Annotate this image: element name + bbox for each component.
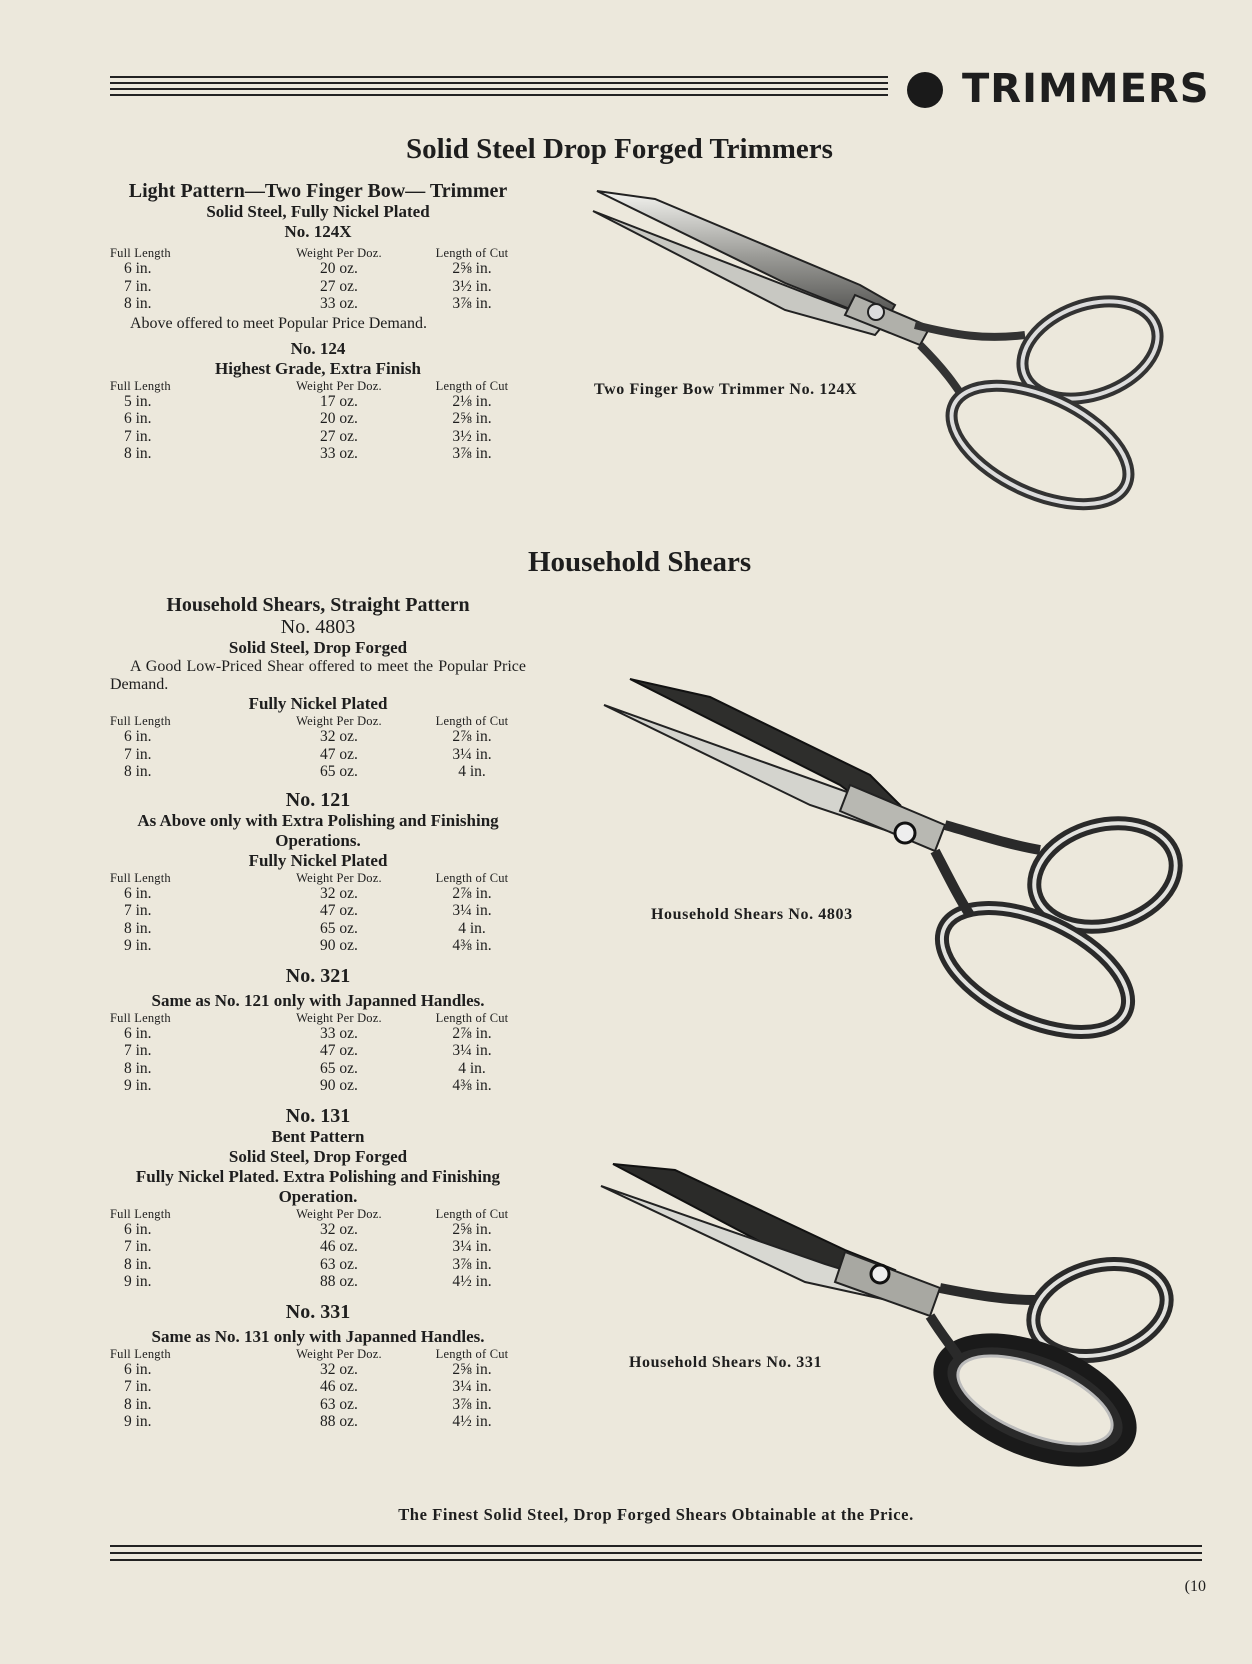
table-cell: 32 oz. [320, 1220, 358, 1238]
page-number: (10 [1184, 1578, 1206, 1595]
spec-table [110, 379, 526, 463]
table-header [110, 1011, 526, 1025]
no4803-sub: Solid Steel, Drop Forged [228, 638, 408, 657]
table-cell: 3½ in. [452, 277, 492, 295]
column-header: Full Length [110, 1206, 171, 1221]
table-cell: 8 in. [124, 295, 152, 312]
table-cell: 47 oz. [320, 745, 358, 763]
table-row [110, 1077, 526, 1095]
table-cell: 32 oz. [320, 1360, 358, 1378]
trimmers-column [110, 180, 526, 463]
no124-number: No. 124 [290, 338, 346, 358]
column-header: Length of Cut [435, 1010, 509, 1025]
column-header: Weight Per Doz. [296, 1010, 382, 1025]
spec-table [110, 246, 526, 313]
table-row [110, 393, 526, 411]
table-cell: 2⅞ in. [452, 884, 492, 902]
spec-table [110, 1011, 526, 1095]
table-cell: 9 in. [124, 1413, 152, 1430]
shears-4803-illustration [600, 675, 1210, 1050]
table-header [110, 871, 526, 885]
column-header: Full Length [110, 1010, 171, 1025]
trimmer-illustration [585, 185, 1205, 525]
table-cell: 6 in. [124, 1360, 152, 1378]
table-cell: 4⅜ in. [452, 1077, 492, 1094]
table-cell: 7 in. [124, 1042, 152, 1059]
column-header: Weight Per Doz. [296, 714, 382, 728]
table-cell: 3¼ in. [452, 902, 492, 919]
table-cell: 65 oz. [320, 1059, 358, 1077]
table-cell: 33 oz. [320, 445, 358, 462]
table-cell: 3¼ in. [452, 1238, 492, 1255]
table-cell: 46 oz. [320, 1378, 358, 1395]
shears-331-illustration [595, 1160, 1210, 1490]
table-cell: 3¼ in. [452, 745, 492, 763]
bullet-icon [907, 72, 943, 108]
table-cell: 32 oz. [320, 728, 358, 745]
table-row [110, 746, 526, 764]
column-header: Weight Per Doz. [296, 870, 382, 885]
table-cell: 3¼ in. [452, 1378, 492, 1395]
table-row [110, 1042, 526, 1060]
table-cell: 7 in. [124, 745, 152, 763]
column-header: Length of Cut [435, 246, 509, 260]
column-header: Full Length [110, 714, 171, 728]
table-cell: 6 in. [124, 1220, 152, 1238]
table-row [110, 920, 526, 938]
column-header: Weight Per Doz. [296, 246, 382, 260]
table-row [110, 1060, 526, 1078]
table-cell: 7 in. [124, 1378, 152, 1395]
table-header [110, 1347, 526, 1361]
table-cell: 8 in. [124, 919, 152, 937]
spec-table [110, 714, 526, 781]
table-cell: 4 in. [458, 763, 486, 780]
column-header: Weight Per Doz. [296, 378, 382, 393]
no331-number: No. 331 [285, 1300, 351, 1323]
table-cell: 2⅞ in. [452, 728, 492, 745]
no131-note: Fully Nickel Plated. Extra Polishing and Finishing Operation. [135, 1166, 501, 1206]
table-cell: 4 in. [458, 919, 486, 937]
spec-table [110, 1347, 526, 1431]
table-row [110, 902, 526, 920]
light-pattern-title: Light Pattern—Two Finger Bow— Trimmer [128, 180, 508, 202]
no131-sub1: Bent Pattern [271, 1126, 365, 1146]
table-cell: 2⅞ in. [452, 1024, 492, 1042]
table-cell: 88 oz. [320, 1413, 358, 1430]
table-row [110, 1238, 526, 1256]
no131-number: No. 131 [285, 1104, 351, 1127]
no4803-note: A Good Low-Priced Shear offered to meet the Popular Price Demand. [110, 658, 526, 693]
table-cell: 63 oz. [320, 1395, 358, 1413]
shears-column [110, 594, 526, 1431]
table-row [110, 278, 526, 296]
table-cell: 4⅜ in. [452, 937, 492, 954]
table-cell: 3½ in. [452, 427, 492, 445]
table-cell: 6 in. [124, 260, 152, 277]
table-row [110, 1273, 526, 1291]
table-cell: 6 in. [124, 728, 152, 745]
table-cell: 3⅞ in. [452, 1395, 492, 1413]
no321-note: Same as No. 121 only with Japanned Handles. [151, 990, 485, 1010]
table-cell: 88 oz. [320, 1273, 358, 1290]
table-cell: 2⅝ in. [452, 260, 492, 277]
table-row [110, 728, 526, 746]
table-row [110, 763, 526, 781]
trimmers-heading: Solid Steel Drop Forged Trimmers [406, 133, 833, 165]
column-header: Length of Cut [435, 870, 509, 885]
light-pattern-number: No. 124X [284, 222, 352, 241]
table-cell: 8 in. [124, 1395, 152, 1413]
table-cell: 8 in. [124, 1255, 152, 1273]
table-row [110, 937, 526, 955]
table-cell: 27 oz. [320, 427, 358, 445]
shears-331-caption: Household Shears No. 331 [629, 1354, 823, 1371]
no331-note: Same as No. 131 only with Japanned Handles. [151, 1326, 485, 1346]
no131-sub2: Solid Steel, Drop Forged [228, 1146, 408, 1166]
table-row [110, 410, 526, 428]
table-cell: 32 oz. [320, 884, 358, 902]
no121-finish: Fully Nickel Plated [248, 850, 388, 870]
column-header: Full Length [110, 378, 171, 393]
table-cell: 3¼ in. [452, 1042, 492, 1059]
table-cell: 4 in. [458, 1059, 486, 1077]
table-cell: 47 oz. [320, 1042, 358, 1059]
table-cell: 9 in. [124, 937, 152, 954]
column-header: Length of Cut [435, 714, 509, 728]
table-cell: 65 oz. [320, 763, 358, 780]
table-cell: 6 in. [124, 884, 152, 902]
no121-number: No. 121 [285, 788, 351, 811]
note: Above offered to meet Popular Price Demand. [130, 314, 427, 332]
table-cell: 2⅝ in. [452, 1220, 492, 1238]
table-cell: 7 in. [124, 902, 152, 919]
table-header [110, 246, 526, 260]
footer-rule [110, 1545, 1202, 1571]
table-cell: 6 in. [124, 1024, 152, 1042]
column-header: Full Length [110, 870, 171, 885]
no4803-number: No. 4803 [280, 616, 356, 638]
table-row [110, 295, 526, 313]
table-header [110, 1207, 526, 1221]
table-cell: 47 oz. [320, 902, 358, 919]
table-row [110, 1256, 526, 1274]
table-cell: 7 in. [124, 277, 152, 295]
table-row [110, 1025, 526, 1043]
table-cell: 2⅝ in. [452, 410, 492, 427]
table-row [110, 445, 526, 463]
table-cell: 27 oz. [320, 277, 358, 295]
table-cell: 20 oz. [320, 260, 358, 277]
table-cell: 6 in. [124, 410, 152, 427]
spec-table [110, 1207, 526, 1291]
table-cell: 5 in. [124, 392, 152, 410]
shears-4803-caption: Household Shears No. 4803 [651, 906, 853, 923]
table-cell: 63 oz. [320, 1255, 358, 1273]
column-header: Length of Cut [435, 1346, 509, 1361]
table-cell: 2⅛ in. [452, 392, 492, 410]
column-header: Full Length [110, 1346, 171, 1361]
table-row [110, 1396, 526, 1414]
table-row [110, 1221, 526, 1239]
table-cell: 2⅝ in. [452, 1360, 492, 1378]
table-cell: 7 in. [124, 427, 152, 445]
header-rule [110, 76, 888, 106]
table-cell: 3⅞ in. [452, 1255, 492, 1273]
column-header: Weight Per Doz. [296, 1346, 382, 1361]
trimmer-caption: Two Finger Bow Trimmer No. 124X [594, 381, 858, 398]
table-row [110, 260, 526, 278]
no321-number: No. 321 [285, 964, 351, 987]
column-header: Length of Cut [435, 1206, 509, 1221]
table-row [110, 1413, 526, 1431]
table-cell: 65 oz. [320, 919, 358, 937]
no124-sub: Highest Grade, Extra Finish [215, 358, 421, 378]
table-cell: 17 oz. [320, 392, 358, 410]
table-row [110, 1378, 526, 1396]
table-cell: 33 oz. [320, 295, 358, 312]
table-cell: 4½ in. [452, 1273, 492, 1290]
table-cell: 33 oz. [320, 1024, 358, 1042]
table-header [110, 714, 526, 728]
no121-note: As Above only with Extra Polishing and Finishing Operations. [137, 810, 499, 850]
table-row [110, 1361, 526, 1379]
table-header [110, 379, 526, 393]
table-cell: 20 oz. [320, 410, 358, 427]
closing-line: The Finest Solid Steel, Drop Forged Shears Obtainable at the Price. [398, 1505, 914, 1524]
table-cell: 3⅞ in. [452, 295, 492, 312]
table-cell: 90 oz. [320, 937, 358, 954]
table-cell: 7 in. [124, 1238, 152, 1255]
table-cell: 9 in. [124, 1077, 152, 1094]
no4803-title: Household Shears, Straight Pattern [166, 594, 470, 616]
table-cell: 4½ in. [452, 1413, 492, 1430]
spec-table [110, 871, 526, 955]
column-header: Length of Cut [435, 378, 509, 393]
column-header: Full Length [110, 246, 171, 260]
table-cell: 9 in. [124, 1273, 152, 1290]
table-cell: 3⅞ in. [452, 445, 492, 462]
light-pattern-sub: Solid Steel, Fully Nickel Plated [206, 202, 430, 221]
table-cell: 46 oz. [320, 1238, 358, 1255]
table-cell: 8 in. [124, 445, 152, 462]
column-header: Weight Per Doz. [296, 1206, 382, 1221]
table-row [110, 885, 526, 903]
shears-heading: Household Shears [528, 546, 752, 578]
table-cell: 90 oz. [320, 1077, 358, 1094]
table-row [110, 428, 526, 446]
table-cell: 8 in. [124, 763, 152, 780]
section-title: TRIMMERS [962, 66, 1210, 112]
no4803-finish: Fully Nickel Plated [248, 694, 388, 713]
table-cell: 8 in. [124, 1059, 152, 1077]
